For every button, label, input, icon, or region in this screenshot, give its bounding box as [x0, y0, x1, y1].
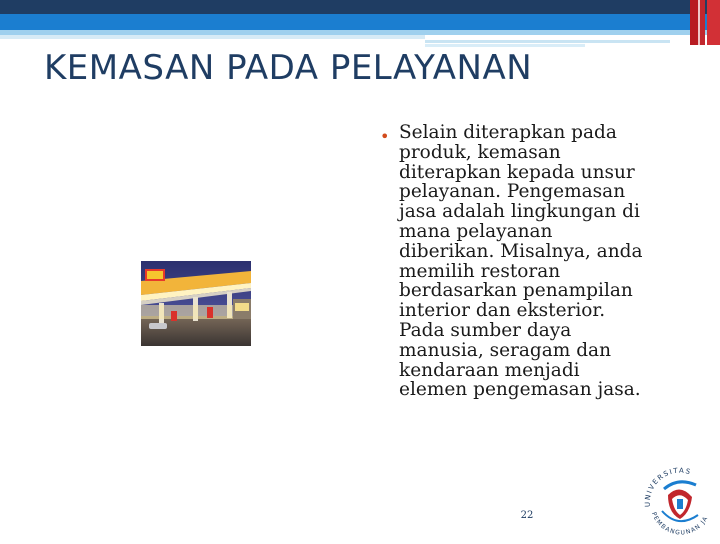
body-line: jasa adalah lingkungan di: [399, 201, 640, 223]
body-line: mana pelayanan: [399, 220, 553, 242]
slide-title: KEMASAN PADA PELAYANAN: [44, 48, 533, 88]
header-accent-red-2: [700, 0, 705, 45]
body-line: interior dan eksterior.: [399, 300, 606, 322]
body-line: produk, kemasan: [399, 141, 561, 163]
header-underline-short: [425, 44, 585, 47]
body-line: kendaraan menjadi: [399, 359, 580, 381]
header-accent-red-3: [707, 0, 720, 45]
body-paragraph: [399, 123, 699, 400]
body-line: manusia, seragam dan: [399, 339, 612, 361]
body-line: memilih restoran: [399, 260, 561, 282]
header-band-blue: [0, 14, 720, 30]
header-band-navy: [0, 0, 720, 14]
bullet-marker: •: [380, 127, 390, 146]
body-line: Pada sumber daya: [399, 319, 572, 341]
header-band-pale: [0, 35, 425, 39]
logo-top-text: UNIVERSITAS: [643, 466, 693, 508]
logo-bottom-text: PEMBANGUNAN JA: [650, 511, 710, 537]
body-line: elemen pengemasan jasa.: [399, 379, 641, 401]
university-logo: [638, 455, 720, 540]
body-line: Selain diterapkan pada: [399, 122, 617, 143]
page-number: 22: [520, 510, 534, 521]
body-line: berdasarkan penampilan: [399, 280, 633, 302]
body-line: diberikan. Misalnya, anda: [399, 240, 643, 262]
body-line: diterapkan kepada unsur: [399, 161, 635, 183]
header-accent-red-1: [690, 0, 698, 45]
header-underline: [425, 40, 670, 43]
gas-station-photo: [141, 261, 251, 346]
body-line: pelayanan. Pengemasan: [399, 181, 626, 203]
